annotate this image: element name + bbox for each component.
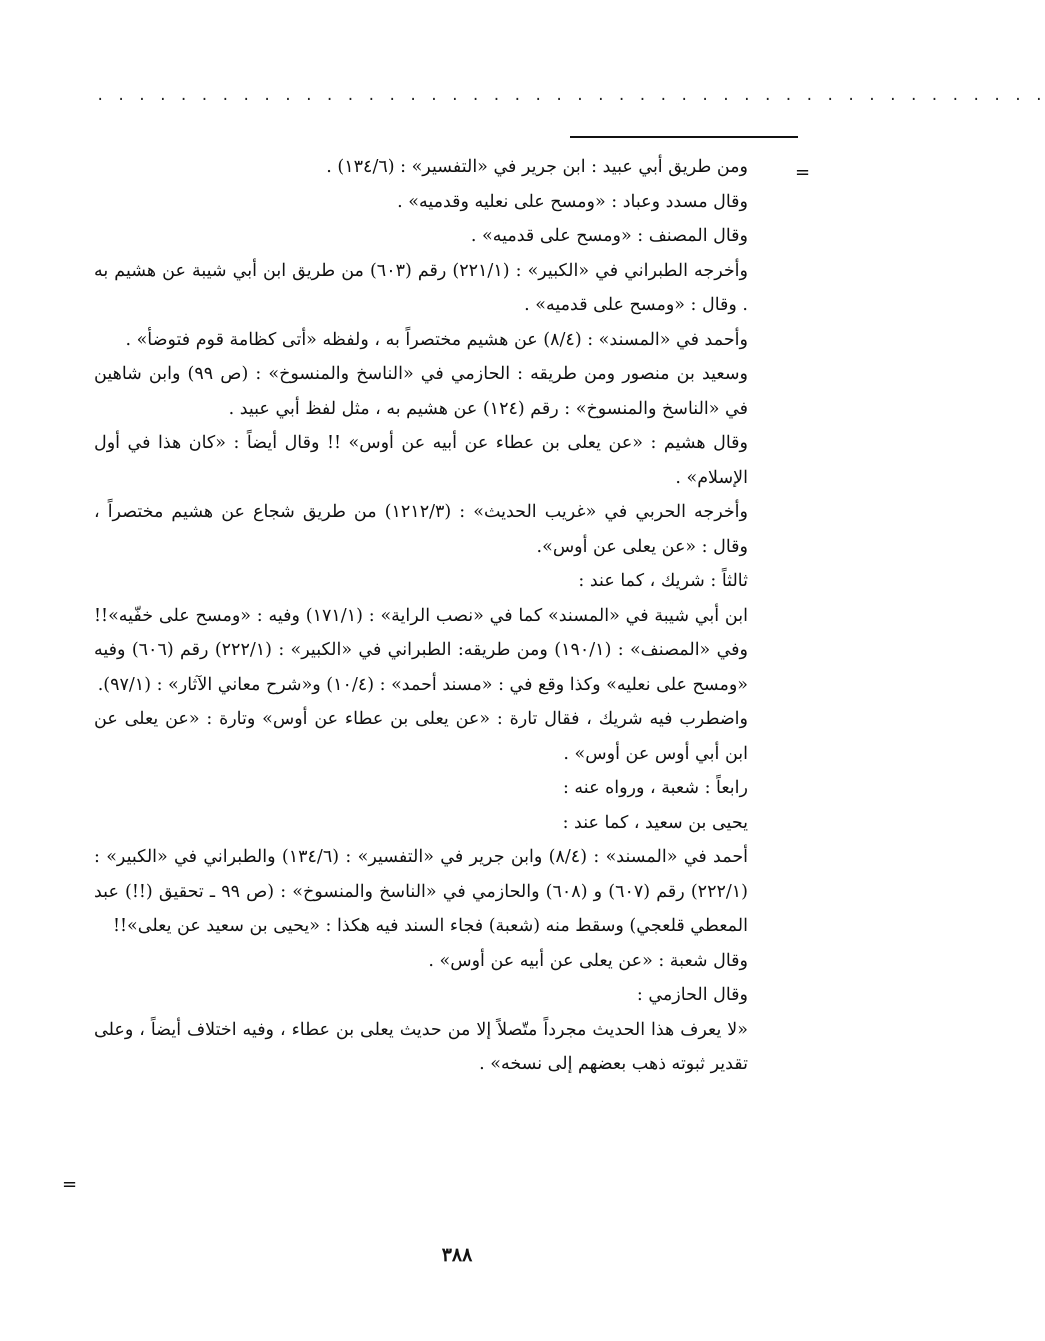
paragraph: وأحمد في «المسند» : (٨/٤) عن هشيم مختصراً به ، ولفظه «أتى كظامة قوم فتوضأ» . <box>125 329 748 350</box>
paragraph: «لا يعرف هذا الحديث مجرداً متّصلاً إلا من حديث يعلى بن عطاء ، وفيه اختلاف أيضاً ، وعلى تقدير ثبوته ذهب بعضهم إلى نسخه» . <box>94 1019 748 1074</box>
paragraph: وقال هشيم : «عن يعلى بن عطاء عن أبيه عن أوس» !! وقال أيضاً : «كان هذا في أول الإسلام» . <box>94 433 748 488</box>
paragraph: رابعاً : شعبة ، ورواه عنه : <box>562 778 748 798</box>
paragraph: ومن طريق أبي عبيد : ابن جرير في «التفسير» : (١٣٤/٦) . <box>326 157 748 177</box>
footnote-rule <box>570 136 798 138</box>
dotted-separator: · · · · · · · · · · · · · · · · · · · · · · · · · · · · · · · · · · · · · · · · · · · · · · <box>96 92 1045 108</box>
paragraph: ثالثاً : شريك ، كما عند : <box>578 571 748 591</box>
paragraph: وقال الحازمي : <box>636 985 748 1005</box>
paragraph: وأخرجه الحربي في «غريب الحديث» : (١٢١٢/٣) من طريق شجاع عن هشيم مختصراً ، وقال : «عن يعلى عن أوس». <box>94 502 748 557</box>
paragraph: واضطرب فيه شريك ، فقال تارة : «عن يعلى بن عطاء عن أوس» وتارة : «عن يعلى عن ابن أبي أوس عن أوس» . <box>94 709 748 764</box>
paragraph: أحمد في «المسند» : (٨/٤) وابن جرير في «التفسير» : (١٣٤/٦) والطبراني في «الكبير» : (٢٢٢/١) رقم (٦٠٧) و (٦٠٨) والحازمي في «الناسخ والمنسوخ» : (ص ٩٩ ـ تحقيق (!!) عبد المعطي قلعجي) وسقط منه (شعبة) فجاء السند فيه هكذا : «يحيى بن سعيد عن يعلى»!! <box>94 847 748 936</box>
paragraph: وسعيد بن منصور ومن طريقه : الحازمي في «الناسخ والمنسوخ» : (ص ٩٩) وابن شاهين في «الناسخ والمنسوخ» : رقم (١٢٤) عن هشيم به ، مثل لفظ أبي عبيد . <box>94 364 748 419</box>
paragraph: وقال شعبة : «عن يعلى عن أبيه عن أوس» . <box>428 950 748 971</box>
paragraph: وأخرجه الطبراني في «الكبير» : (٢٢١/١) رقم (٦٠٣) من طريق ابن أبي شيبة عن هشيم به . وقال : «ومسح على قدميه» . <box>94 260 748 315</box>
continuation-mark-bottom: = <box>62 1174 78 1195</box>
paragraph: وقال المصنف : «ومسح على قدميه» . <box>470 226 748 246</box>
paragraph: ابن أبي شيبة في «المسند» كما في «نصب الراية» : (١٧١/١) وفيه : «ومسح على خفّيه»!! وفي «المصنف» : (١٩٠/١) ومن طريقه: الطبراني في «الكبير» : (٢٢٢/١) رقم (٦٠٦) وفيه «ومسح على نعليه» وكذا وقع في : «مسند أحمد» : (١٠/٤) و«شرح معاني الآثار» : (٩٧/١). <box>94 605 748 695</box>
page-number: ٣٨٨ <box>441 1244 473 1266</box>
continuation-mark-top: = <box>795 162 811 183</box>
paragraph: وقال مسدد وعباد : «ومسح على نعليه وقدميه» . <box>397 191 748 212</box>
footnote-text <box>94 150 798 1082</box>
paragraph: يحيى بن سعيد ، كما عند : <box>562 812 748 833</box>
